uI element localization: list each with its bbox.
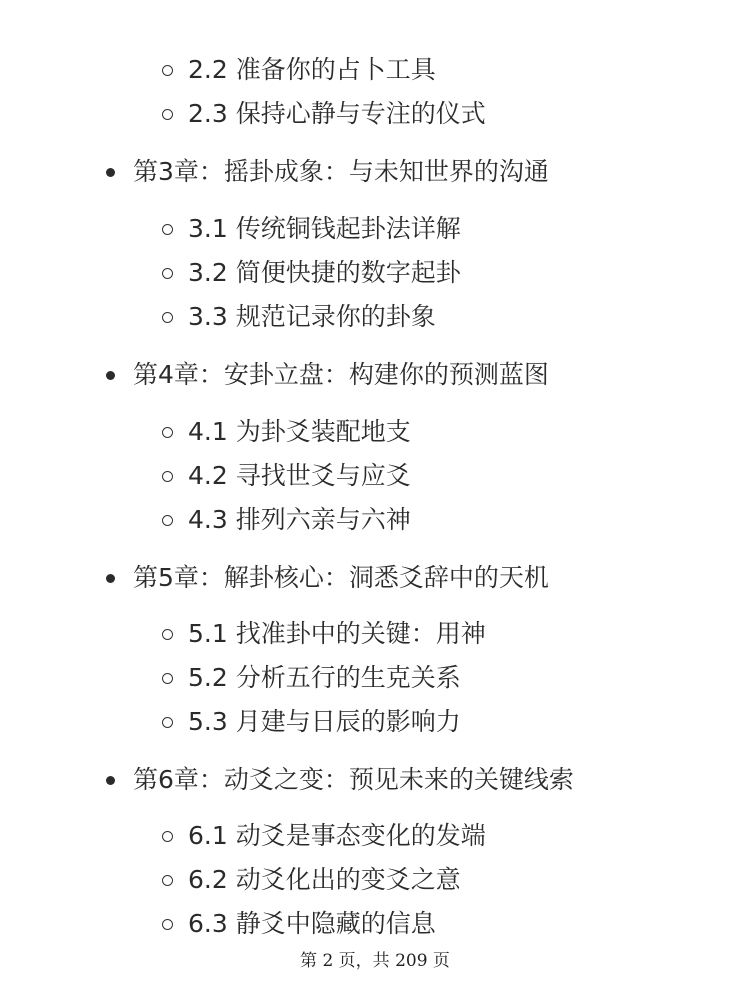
hollow-bullet-icon [162, 224, 173, 235]
hollow-bullet-icon [162, 312, 173, 323]
toc-subsection-text: 4.1 为卦爻装配地支 [188, 417, 411, 446]
hollow-bullet-icon [162, 109, 173, 120]
solid-bullet-icon [106, 776, 115, 785]
toc-chapter-text: 第6章：动爻之变：预见未来的关键线索 [133, 765, 574, 794]
toc-subsection-item [162, 98, 486, 130]
page-number-footer: 第 2 页，共 209 页 [300, 951, 450, 971]
toc-subsection-item [162, 504, 411, 536]
hollow-bullet-icon [162, 875, 173, 886]
toc-subsection-item [162, 618, 486, 650]
toc-subsection-item [162, 864, 461, 896]
toc-subsection-item [162, 257, 461, 289]
toc-chapter-text: 第4章：安卦立盘：构建你的预测蓝图 [133, 360, 549, 389]
toc-subsection-text: 6.2 动爻化出的变爻之意 [188, 865, 461, 894]
solid-bullet-icon [106, 371, 115, 380]
solid-bullet-icon [106, 574, 115, 583]
toc-subsection-item [162, 706, 461, 738]
toc-subsection-text: 3.3 规范记录你的卦象 [188, 302, 436, 331]
toc-subsection-text: 5.1 找准卦中的关键：用神 [188, 619, 486, 648]
toc-subsection-item [162, 213, 461, 245]
toc-subsection-text: 6.1 动爻是事态变化的发端 [188, 821, 486, 850]
toc-subsection-text: 4.2 寻找世爻与应爻 [188, 461, 411, 490]
toc-subsection-item [162, 301, 436, 333]
toc-subsection-text: 4.3 排列六亲与六神 [188, 505, 411, 534]
toc-chapter-item [106, 156, 549, 188]
toc-chapter-text: 第5章：解卦核心：洞悉爻辞中的天机 [133, 563, 549, 592]
hollow-bullet-icon [162, 629, 173, 640]
toc-chapter-item [106, 562, 549, 594]
toc-subsection-text: 3.2 简便快捷的数字起卦 [188, 258, 461, 287]
toc-subsection-item [162, 416, 411, 448]
toc-chapter-text: 第3章：摇卦成象：与未知世界的沟通 [133, 157, 549, 186]
toc-subsection-text: 3.1 传统铜钱起卦法详解 [188, 214, 461, 243]
hollow-bullet-icon [162, 717, 173, 728]
toc-chapter-item [106, 764, 574, 796]
hollow-bullet-icon [162, 515, 173, 526]
toc-subsection-item [162, 662, 461, 694]
hollow-bullet-icon [162, 65, 173, 76]
hollow-bullet-icon [162, 427, 173, 438]
toc-subsection-text: 2.3 保持心静与专注的仪式 [188, 99, 486, 128]
toc-subsection-item [162, 908, 436, 940]
hollow-bullet-icon [162, 471, 173, 482]
toc-subsection-text: 5.2 分析五行的生克关系 [188, 663, 461, 692]
toc-chapter-item [106, 359, 549, 391]
hollow-bullet-icon [162, 673, 173, 684]
toc-subsection-item [162, 54, 436, 86]
toc-subsection-item [162, 820, 486, 852]
toc-subsection-item [162, 460, 411, 492]
toc-subsection-text: 5.3 月建与日辰的影响力 [188, 707, 461, 736]
toc-subsection-text: 2.2 准备你的占卜工具 [188, 55, 436, 84]
hollow-bullet-icon [162, 831, 173, 842]
toc-subsection-text: 6.3 静爻中隐藏的信息 [188, 909, 436, 938]
hollow-bullet-icon [162, 919, 173, 930]
solid-bullet-icon [106, 168, 115, 177]
hollow-bullet-icon [162, 268, 173, 279]
